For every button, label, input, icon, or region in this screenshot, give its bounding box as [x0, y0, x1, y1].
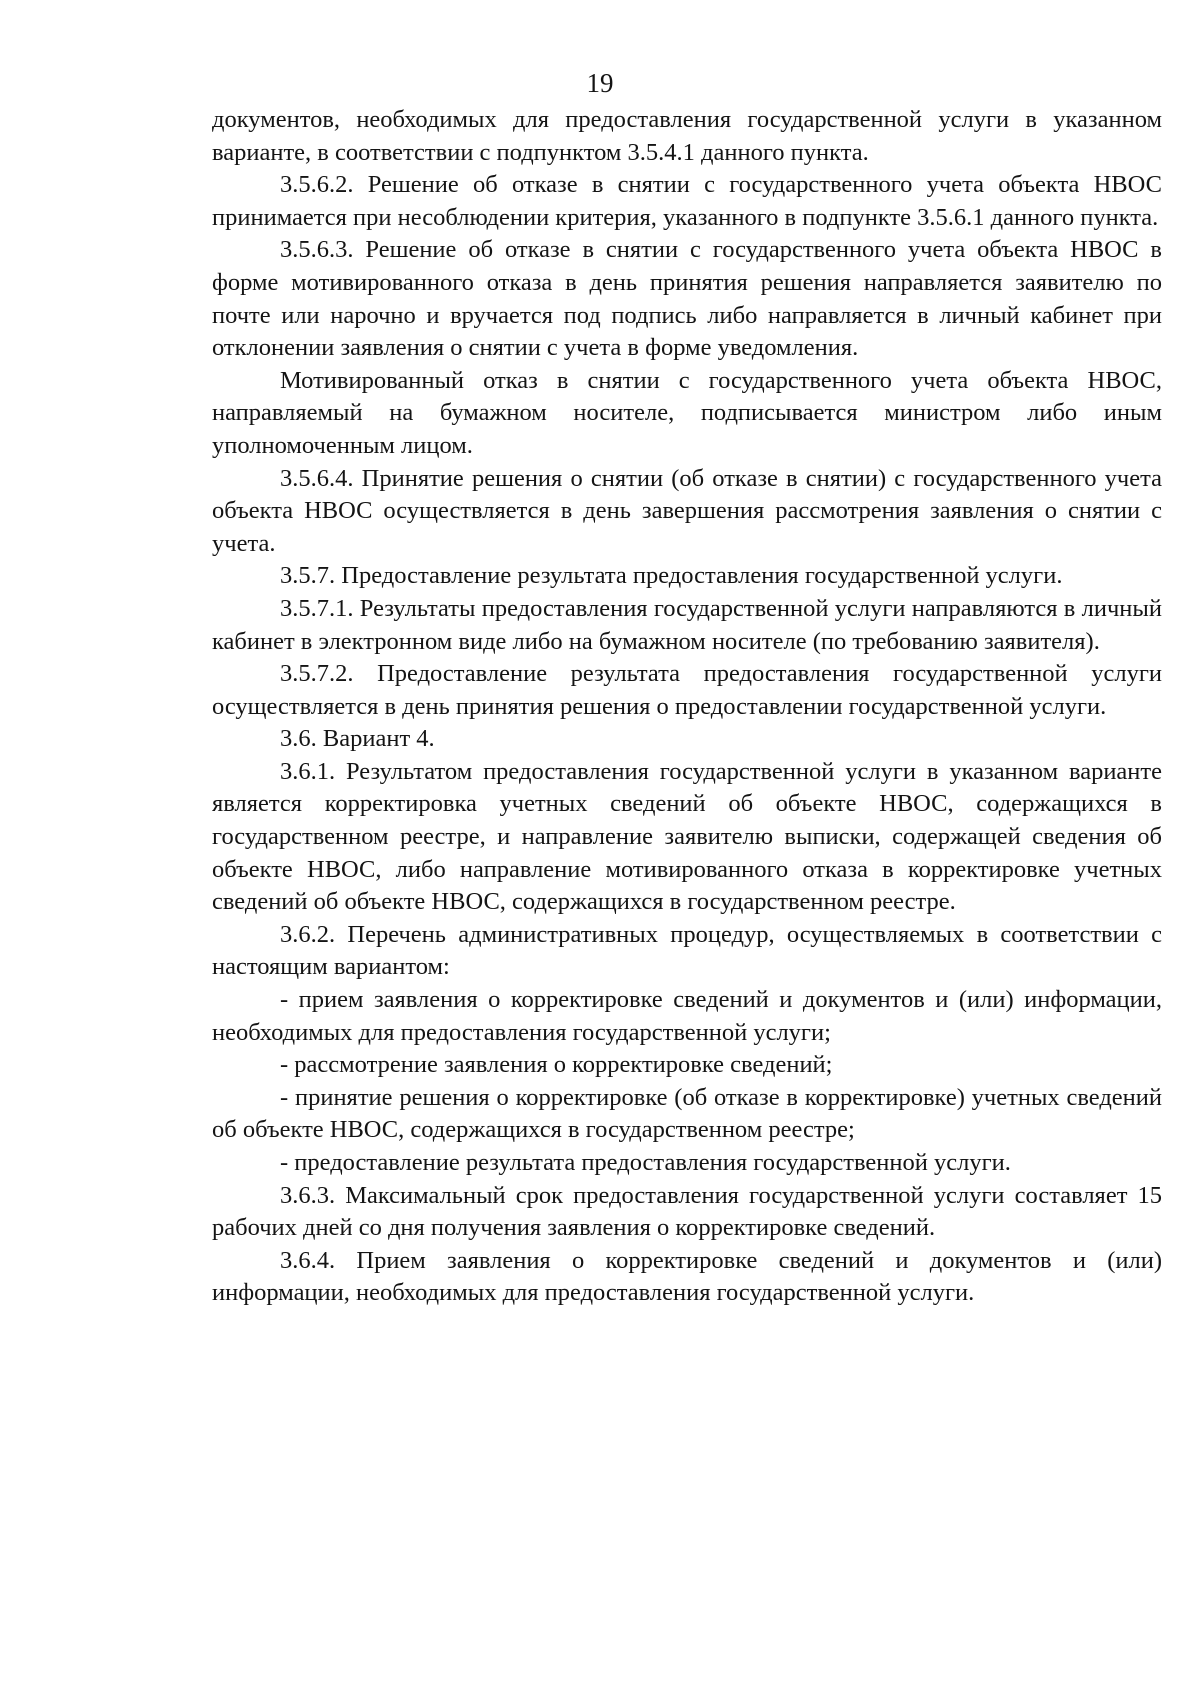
- paragraph-3-5-7-2: 3.5.7.2. Предоставление результата предоставления государственной услуги осуществляется в день принятия решения о предоставлении государственной услуги.: [212, 660, 1162, 720]
- paragraph-3-5-6-2: 3.5.6.2. Решение об отказе в снятии с государственного учета объекта НВОС принимается при несоблюдении критерия, указанного в подпункте 3.5.6.1 данного пункта.: [212, 171, 1162, 231]
- paragraph-3-5-7-1: 3.5.7.1. Результаты предоставления государственной услуги направляются в личный кабинет в электронном виде либо на бумажном носителе (по требованию заявителя).: [212, 594, 1162, 655]
- section-heading-3-6: 3.6. Вариант 4.: [280, 725, 435, 753]
- paragraph-motivated-refusal: Мотивированный отказ в снятии с государственного учета объекта НВОС, направляемый на бумажном носителе, подписывается министром либо иным уполномоченным лицом.: [212, 366, 1162, 459]
- list-item-result: - предоставление результата предоставления государственной услуги.: [280, 1149, 1011, 1176]
- page-number: 19: [586, 68, 614, 98]
- paragraph-3-6-3: 3.6.3. Максимальный срок предоставления государственной услуги составляет 15 рабочих дней со дня получения заявления о корректировке сведений.: [212, 1181, 1162, 1242]
- paragraph-3-6-1: 3.6.1. Результатом предоставления государственной услуги в указанном варианте является корректировка учетных сведений об объекте НВОС, содержащихся в государственном реестре, и направление заявителю выписки, содержащей сведения об объекте НВОС, либо направление мотивированного отказа в корректировке учетных сведений об объекте НВОС, содержащихся в государственном реестре.: [212, 757, 1162, 916]
- paragraph-3-5-7: 3.5.7. Предоставление результата предоставления государственной услуги.: [280, 562, 1063, 590]
- list-item-decision: - принятие решения о корректировке (об отказе в корректировке) учетных сведений об объекте НВОС, содержащихся в государственном реестре;: [212, 1083, 1162, 1144]
- paragraph-3-6-2: 3.6.2. Перечень административных процедур, осуществляемых в соответствии с настоящим вариантом:: [212, 920, 1162, 981]
- document-body: [212, 104, 1162, 1310]
- paragraph-3-6-4: 3.6.4. Прием заявления о корректировке сведений и документов и (или) информации, необходимых для предоставления государственной услуги.: [212, 1246, 1162, 1307]
- paragraph-3-5-6-4: 3.5.6.4. Принятие решения о снятии (об отказе в снятии) с государственного учета объекта НВОС осуществляется в день завершения рассмотрения заявления о снятии с учета.: [212, 464, 1162, 557]
- paragraph-continuation: документов, необходимых для предоставления государственной услуги в указанном варианте, в соответствии с подпунктом 3.5.4.1 данного пункта.: [212, 106, 1162, 166]
- list-item-intake: - прием заявления о корректировке сведений и документов и (или) информации, необходимых для предоставления государственной услуги;: [212, 986, 1162, 1046]
- list-item-review: - рассмотрение заявления о корректировке сведений;: [280, 1051, 833, 1079]
- paragraph-3-5-6-3: 3.5.6.3. Решение об отказе в снятии с государственного учета объекта НВОС в форме мотивированного отказа в день принятия решения направляется заявителю по почте или нарочно и вручается под подпись либо направляется в личный кабинет при отклонении заявления о снятии с учета в форме уведомления.: [212, 236, 1162, 362]
